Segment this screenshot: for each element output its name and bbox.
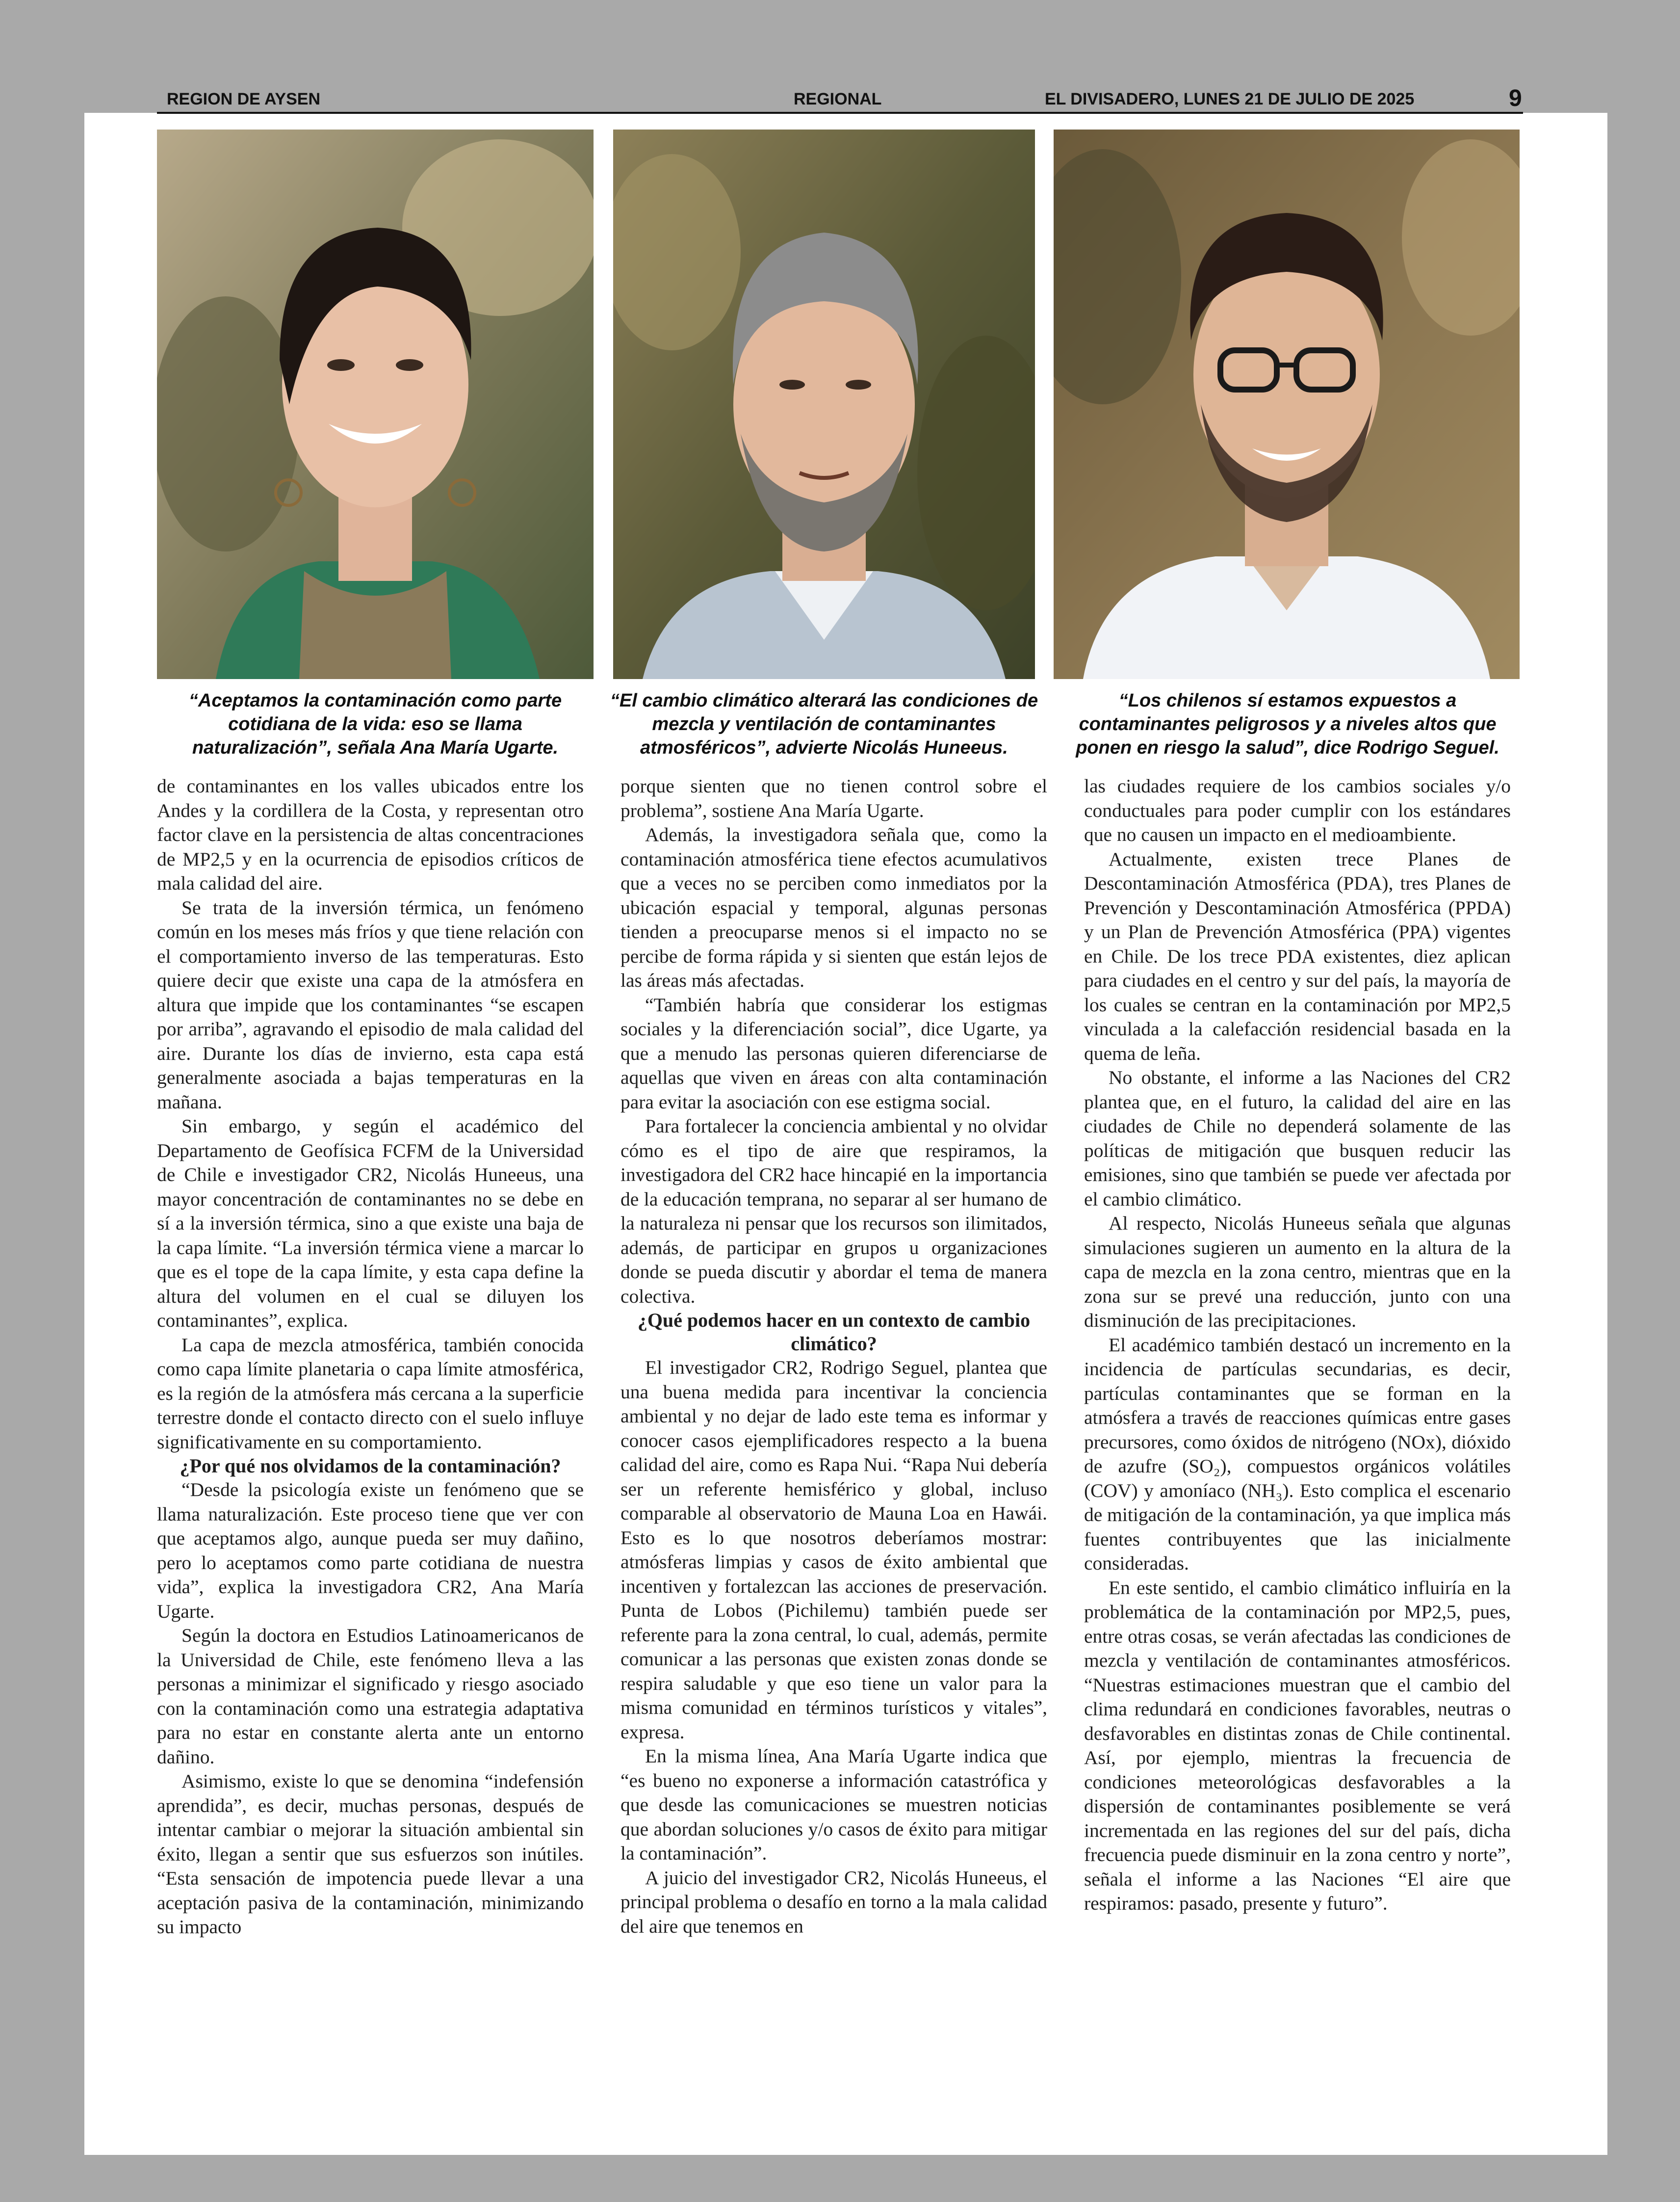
body-paragraph: Según la doctora en Estudios Latinoamericanos de la Universidad de Chile, este fenómeno lleva a las personas a minimizar el significado y riesgo asociado con la contaminación como una estrategia adaptativa para no estar en constante alerta ante un entorno dañino. xyxy=(157,1625,584,1768)
body-paragraph: La capa de mezcla atmosférica, también conocida como capa límite planetaria o capa límite atmosférica, es la región de la atmósfera más cercana a la superficie terrestre donde el contacto directo con el suelo influye significativamente en su comportamiento. xyxy=(157,1334,584,1453)
subheading: ¿Qué podemos hacer en un contexto de cambio climático? xyxy=(637,1309,1031,1355)
body-paragraph: Asimismo, existe lo que se denomina “indefensión aprendida”, es decir, muchas personas, después de intentar cambiar o mejorar la situación ambiental sin éxito, llegan a sentir que sus esfuerzos son inútiles. “Esta sensación de impotencia puede llevar a una aceptación pasiva de la contaminación, minimizando su impacto xyxy=(157,1770,584,1938)
photo-rodrigo-seguel xyxy=(1054,130,1520,679)
body-paragraph: las ciudades requiere de los cambios sociales y/o conductuales para poder cumplir con los estándares que no causen un impacto en el medioambiente. xyxy=(1084,775,1511,845)
body-paragraph: Actualmente, existen trece Planes de Descontaminación Atmosférica (PDA), tres Planes de Prevención y Descontaminación Atmosférica (PPDA) y un Plan de Prevención Atmosférica (PPA) vigentes en Chile. De los trece PDA existentes, diez aplican para ciudades en el centro y sur del país, la mayoría de los cuales se centran en la contaminación por MP2,5 vinculada a la calefacción residencial basada en la quema de leña. xyxy=(1084,848,1511,1064)
body-paragraph: No obstante, el informe a las Naciones del CR2 plantea que, en el futuro, la calidad del aire en las ciudades de Chile no dependerá solamente de las políticas de mitigación que busquen reducir las emisiones, sino que también se puede ver afectada por el cambio climático. xyxy=(1084,1067,1511,1210)
photo-caption-ugarte: “Aceptamos la contaminación como parte cotidiana de la vida: eso se llama naturalización”, señala Ana María Ugarte. xyxy=(188,690,562,758)
publication-date: EL DIVISADERO, LUNES 21 DE JULIO DE 2025 xyxy=(1045,90,1415,108)
photo-caption-seguel: “Los chilenos sí estamos expuestos a contaminantes peligrosos y a niveles altos que ponen en riesgo la salud”, dice Rodrigo Seguel. xyxy=(1076,690,1499,758)
body-paragraph: de contaminantes en los valles ubicados entre los Andes y la cordillera de la Costa, y representan otro factor clave en la persistencia de altas concentraciones de MP2,5 y en la ocurrencia de episodios críticos de mala calidad del aire. xyxy=(157,775,584,894)
page-number: 9 xyxy=(1509,85,1522,111)
article-column-1 xyxy=(157,774,584,2123)
header-rule xyxy=(157,112,1523,114)
body-paragraph: A juicio del investigador CR2, Nicolás Huneeus, el principal problema o desafío en torno a la mala calidad del aire que tenemos en xyxy=(620,1866,1047,1937)
body-paragraph: Además, la investigadora señala que, como la contaminación atmosférica tiene efectos acumulativos que a veces no se perciben como inmediatos por la ubicación espacial y temporal, algunas personas tienden a preocuparse menos si el impacto no se percibe de forma rápida y si sienten que están lejos de las áreas más afectadas. xyxy=(620,824,1047,991)
photo-nicolas-huneeus xyxy=(613,130,1035,679)
body-paragraph: Sin embargo, y según el académico del Departamento de Geofísica FCFM de la Universidad de Chile e investigador CR2, Nicolás Huneeus, una mayor concentración de contaminantes no se debe en sí a la inversión térmica, sino a que existe una baja de la capa límite. “La inversión térmica viene a marcar lo que es el tope de la capa límite, y esta capa define la altura del volumen en el cual se diluyen los contaminantes”, explica. xyxy=(157,1115,584,1331)
body-paragraph: El investigador CR2, Rodrigo Seguel, plantea que una buena medida para incentivar la conciencia ambiental y no dejar de lado este tema es informar y conocer casos ejemplificadores respecto a la buena calidad del aire, como es Rapa Nui. “Rapa Nui debería ser un referente hemisférico y global, incluso comparable al observatorio de Mauna Loa en Hawái. Esto es lo que nosotros deberíamos mostrar: atmósferas limpias y casos de éxito ambiental que incentiven y fortalezcan las acciones de preservación. Punta de Lobos (Pichilemu) también puede ser referente para la zona central, lo cual, además, permite comunicar a las personas que existen zonas donde se respira saludable y que eso tiene un valor para la misma comunidad en términos turísticos y vitales”, expresa. xyxy=(620,1357,1047,1743)
section-name: REGION DE AYSEN xyxy=(167,90,321,108)
body-paragraph: Al respecto, Nicolás Huneeus señala que algunas simulaciones sugieren un aumento en la altura de la capa de mezcla en la zona centro, mientras que en la zona sur se prevé una reducción, junto con una disminución de las precipitaciones. xyxy=(1084,1212,1511,1331)
body-paragraph: En este sentido, el cambio climático influiría en la problemática de la contaminación por MP2,5, pues, entre otras cosas, se verán afectadas las condiciones de mezcla y ventilación de contaminantes atmosféricos. “Nuestras estimaciones muestran que el cambio del clima redundará en condiciones favorables, neutras o desfavorables en distintas zonas de Chile continental. Así, por ejemplo, mientras la frecuencia de condiciones meteorológicas desfavorables a la dispersión de contaminantes posiblemente se verá incrementada en las regiones del sur del país, dicha frecuencia puede disminuir en la zona centro y norte”, señala el informe a las Naciones “El aire que respiramos: pasado, presente y futuro”. xyxy=(1084,1576,1511,1914)
category-label: REGIONAL xyxy=(794,90,882,108)
body-paragraph: “Desde la psicología existe un fenómeno que se llama naturalización. Este proceso tiene que ver con que aceptamos algo, aunque pueda ser muy dañino, pero lo aceptamos como parte cotidiana de nuestra vida”, explica la investigadora CR2, Ana María Ugarte. xyxy=(157,1479,584,1622)
body-paragraph: Se trata de la inversión térmica, un fenómeno común en los meses más fríos y que tiene relación con el comportamiento inverso de las temperaturas. Esto quiere decir que existe una capa de la atmósfera en altura que impide que los contaminantes “se escapen por arriba”, agravando el episodio de mala calidad del aire. Durante los días de invierno, esta capa está generalmente asociada a bajas temperaturas en la mañana. xyxy=(157,896,584,1113)
page-header xyxy=(167,85,1522,113)
subheading: ¿Por qué nos olvidamos de la contaminación? xyxy=(180,1455,561,1477)
body-paragraph: El académico también destacó un incremento en la incidencia de partículas secundarias, es decir, partículas contaminantes que se forman en la atmósfera a través de reacciones químicas entre gases precursores, como óxidos de nitrógeno (NOx), dióxido de azufre (SO₂), compuestos orgánicos volátiles (COV) y amoníaco (NH₃). Esto complica el escenario de mitigación de la contaminación, ya que implica más fuentes contribuyentes que las inicialmente consideradas. xyxy=(1084,1334,1511,1574)
body-paragraph: Para fortalecer la conciencia ambiental y no olvidar cómo es el tipo de aire que respiramos, la investigadora del CR2 hace hincapié en la importancia de la educación temprana, no separar al ser humano de la naturaleza ni pensar que los recursos son ilimitados, además, de participar en grupos u organizaciones donde se pueda discutir y abordar el tema de manera colectiva. xyxy=(620,1115,1047,1307)
body-paragraph: “También habría que considerar los estigmas sociales y la diferenciación social”, dice Ugarte, ya que a menudo las personas quieren diferenciarse de aquellas que viven en áreas con alta contaminación para evitar la asociación con ese estigma social. xyxy=(620,994,1047,1113)
article-column-2 xyxy=(620,774,1047,2123)
photo-ana-maria-ugarte xyxy=(157,130,594,679)
body-paragraph: porque sienten que no tienen control sobre el problema”, sostiene Ana María Ugarte. xyxy=(620,775,1047,821)
body-paragraph: En la misma línea, Ana María Ugarte indica que “es bueno no exponerse a información catastrófica y que desde las comunicaciones se muestren noticias que abordan soluciones y/o casos de éxito para mitigar la contaminación”. xyxy=(620,1745,1047,1864)
photo-caption-huneeus: “El cambio climático alterará las condiciones de mezcla y ventilación de contaminantes atmosféricos”, advierte Nicolás Huneeus. xyxy=(610,690,1038,758)
article-column-3 xyxy=(1084,774,1511,2123)
